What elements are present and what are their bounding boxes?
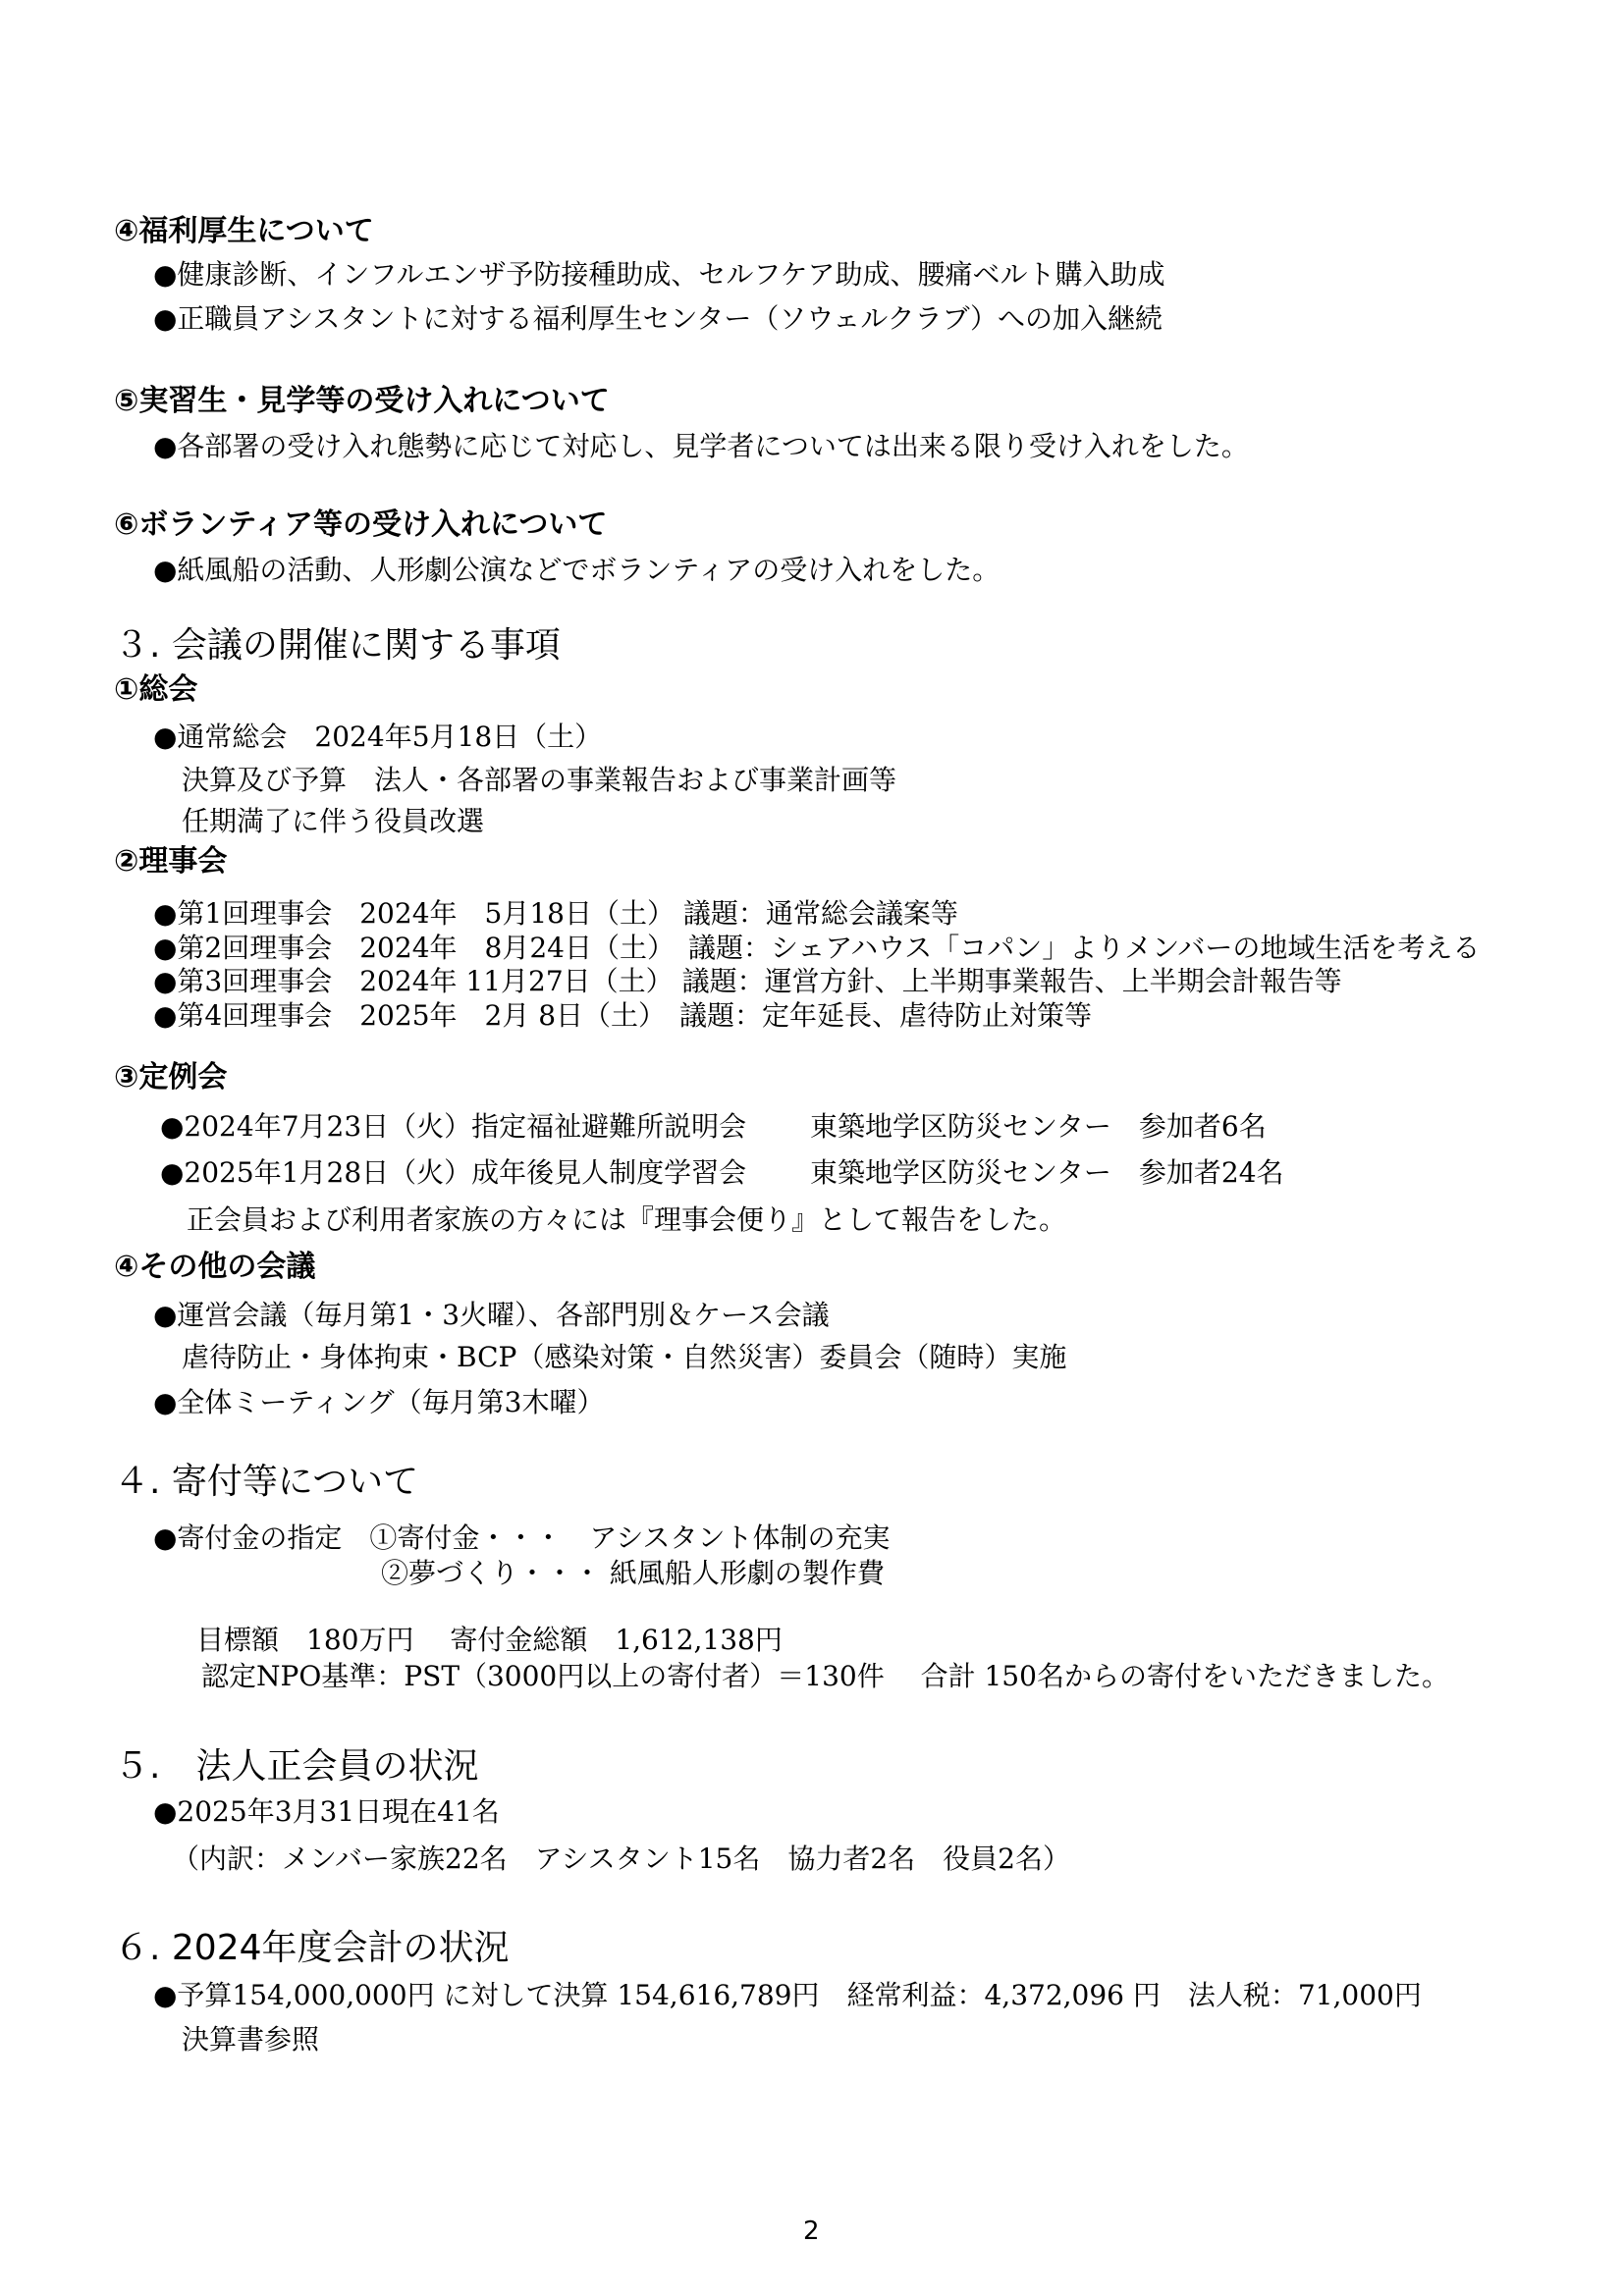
list-item: ●寄付金の指定 ①寄付金・・・ アシスタント体制の充実 <box>153 1522 891 1554</box>
list-item: ●2024年7月23日（火）指定福祉避難所説明会 東築地学区防災センター 参加者6名 <box>160 1110 1267 1143</box>
list-item: ●第3回理事会 2024年 11月27日（土） 議題：運営方針、上半期事業報告、上半期会計報告等 <box>153 965 1342 997</box>
subheading-regular-meeting: ③定例会 <box>114 1060 228 1095</box>
section-heading-members: ５. 法人正会員の状況 <box>114 1746 479 1787</box>
list-item: ●紙風船の活動、人形劇公演などでボランティアの受け入れをした。 <box>153 554 1001 586</box>
list-item: ●各部署の受け入れ態勢に応じて対応し、見学者については出来る限り受け入れをした。 <box>153 430 1249 462</box>
section-heading-welfare: ④福利厚生について <box>114 214 374 248</box>
subheading-general-meeting: ①総会 <box>114 672 198 707</box>
section-heading-volunteers: ⑥ボランティア等の受け入れについて <box>114 507 608 542</box>
text-line: 認定NPO基準：PST（3000円以上の寄付者）＝130件 合計 150名からの寄付をいただきました。 <box>201 1660 1449 1692</box>
list-item: ●通常総会 2024年5月18日（土） <box>153 721 603 753</box>
text-line: 決算書参照 <box>182 2023 320 2056</box>
text-line: 決算及び予算 法人・各部署の事業報告および事業計画等 <box>182 764 897 796</box>
list-item: ●運営会議（毎月第1・3火曜）、各部門別＆ケース会議 <box>153 1299 830 1331</box>
list-item: ●全体ミーティング（毎月第3木曜） <box>153 1386 605 1418</box>
list-item: ●2025年3月31日現在41名 <box>153 1795 500 1828</box>
subheading-other-meetings: ④その他の会議 <box>114 1250 316 1284</box>
page-number: 2 <box>803 2216 820 2246</box>
text-line: 目標額 180万円 寄付金総額 1,612,138円 <box>196 1624 783 1656</box>
list-item: ●正職員アシスタントに対する福利厚生センター（ソウェルクラブ）への加入継続 <box>153 302 1163 335</box>
list-item: ●第2回理事会 2024年 8月24日（土） 議題：シェアハウス「コパン」よりメンバーの地域生活を考える <box>153 932 1481 964</box>
text-line: 正会員および利用者家族の方々には『理事会便り』として報告をした。 <box>187 1203 1067 1236</box>
list-item: ●予算154,000,000円 に対して決算 154,616,789円 経常利益：4,372,096 円 法人税：71,000円 <box>153 1979 1422 2011</box>
section-heading-meetings: ３. 会議の開催に関する事項 <box>114 625 561 666</box>
list-item: ●2025年1月28日（火）成年後見人制度学習会 東築地学区防災センター 参加者24名 <box>160 1156 1284 1189</box>
text-line: 虐待防止・身体拘束・BCP（感染対策・自然災害）委員会（随時）実施 <box>182 1341 1067 1373</box>
list-item: ●第4回理事会 2025年 2月 8日（土） 議題：定年延長、虐待防止対策等 <box>153 999 1093 1032</box>
subheading-board: ②理事会 <box>114 844 228 879</box>
list-item: ●健康診断、インフルエンザ予防接種助成、セルフケア助成、腰痛ベルト購入助成 <box>153 258 1165 291</box>
section-heading-donations: ４. 寄付等について <box>114 1462 419 1502</box>
section-heading-accounting: ６. 2024年度会計の状況 <box>114 1928 510 1968</box>
text-line: 任期満了に伴う役員改選 <box>182 805 485 837</box>
list-item: ●第1回理事会 2024年 5月18日（土） 議題：通常総会議案等 <box>153 897 958 930</box>
text-line: ②夢づくり・・・ 紙風船人形劇の製作費 <box>381 1557 885 1589</box>
text-line: （内訳：メンバー家族22名 アシスタント15名 協力者2名 役員2名） <box>172 1842 1070 1875</box>
section-heading-interns: ⑤実習生・見学等の受け入れについて <box>114 384 610 418</box>
